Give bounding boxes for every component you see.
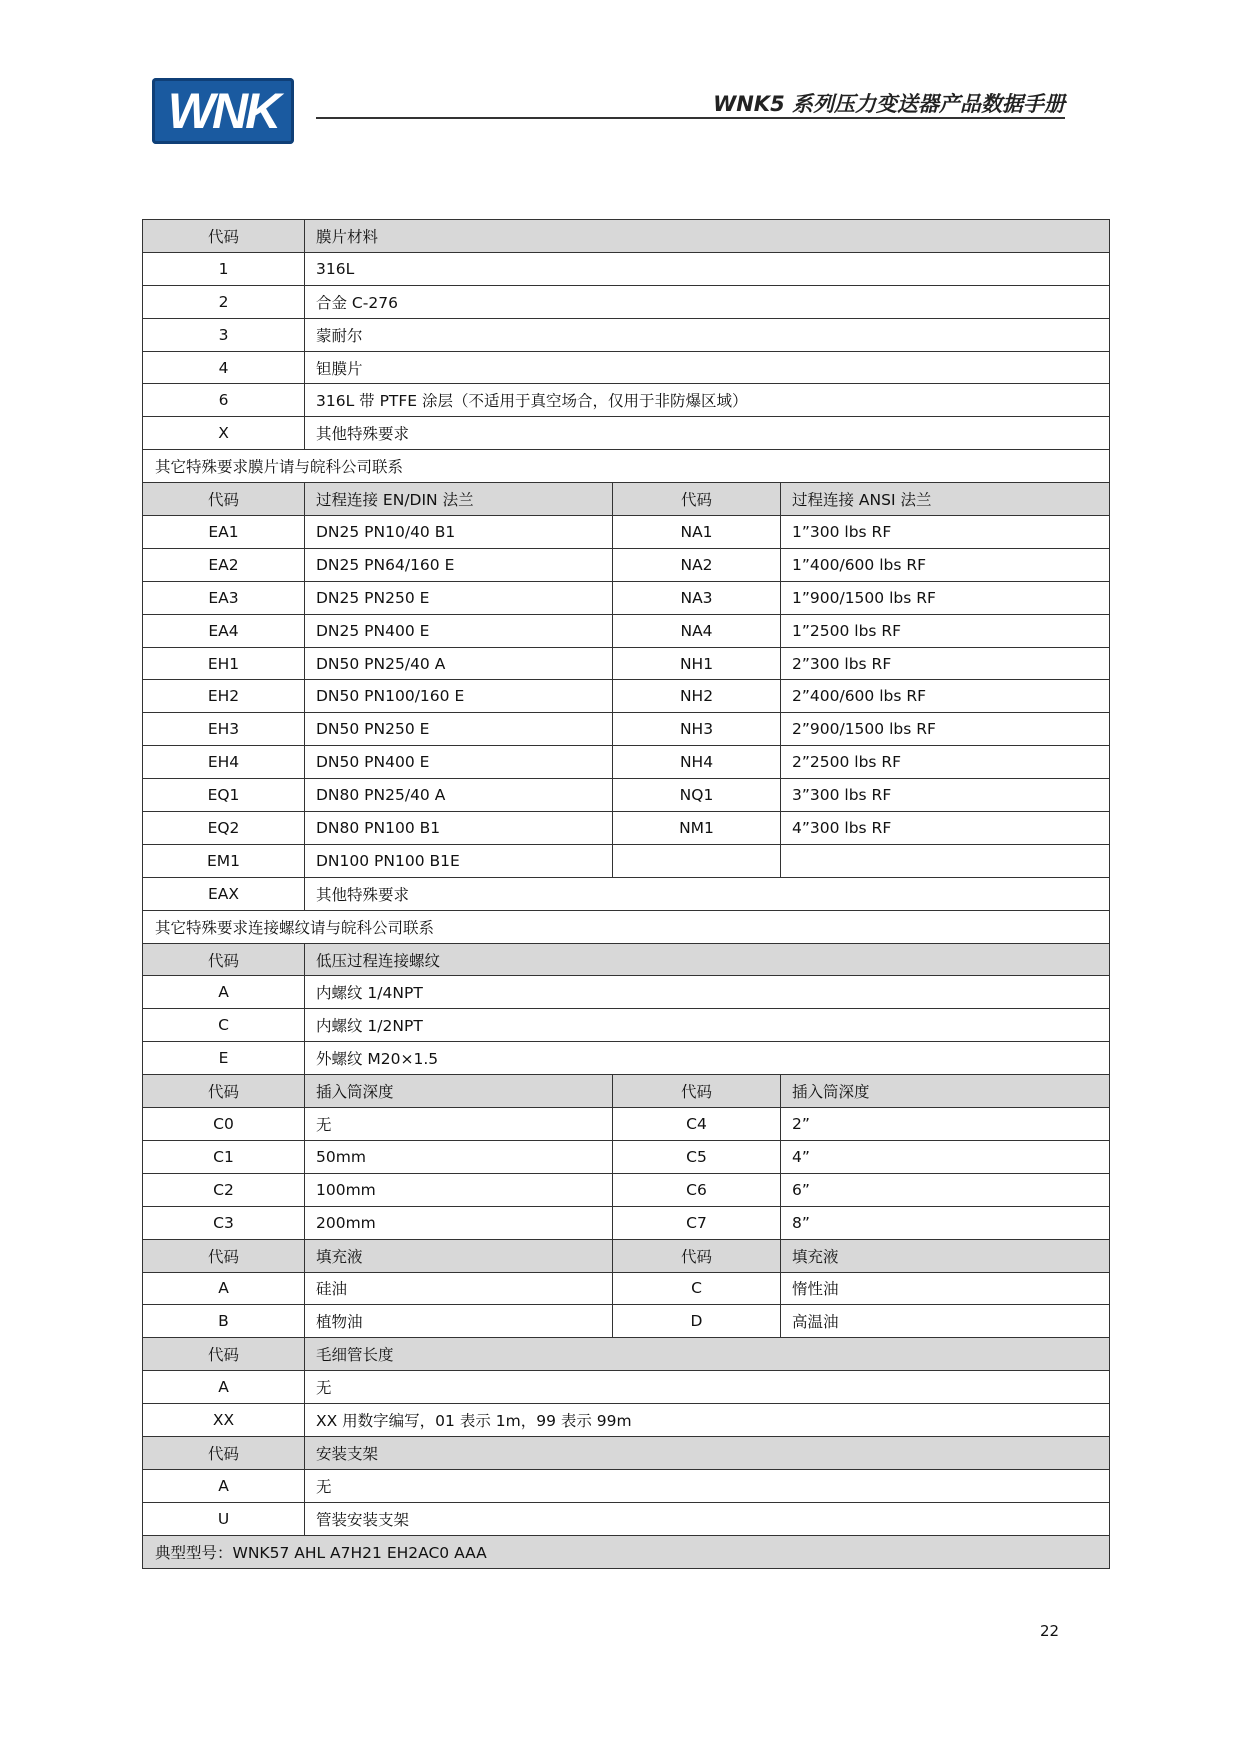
table-row bbox=[143, 318, 1110, 351]
table-row bbox=[143, 1305, 1110, 1338]
code-cell: D bbox=[613, 1305, 781, 1338]
table-row bbox=[143, 1371, 1110, 1404]
typical-model: 典型型号：WNK57 AHL A7H21 EH2AC0 AAA bbox=[143, 1535, 1110, 1568]
value-cell: DN25 PN10/40 B1 bbox=[305, 516, 613, 549]
value-cell: DN25 PN400 E bbox=[305, 614, 613, 647]
capillary-header-row bbox=[143, 1338, 1110, 1371]
value-cell: DN50 PN400 E bbox=[305, 746, 613, 779]
code-cell: A bbox=[143, 1272, 305, 1305]
code-cell: C6 bbox=[613, 1173, 781, 1206]
value-cell: DN50 PN100/160 E bbox=[305, 680, 613, 713]
value-cell: 高温油 bbox=[781, 1305, 1110, 1338]
code-cell: C7 bbox=[613, 1206, 781, 1239]
note-row bbox=[143, 450, 1110, 483]
value-cell: 50mm bbox=[305, 1140, 613, 1173]
value-cell: 200mm bbox=[305, 1206, 613, 1239]
value-cell: 其他特殊要求 bbox=[305, 877, 1110, 910]
value-cell: 无 bbox=[305, 1469, 1110, 1502]
value-cell: 4”300 lbs RF bbox=[781, 812, 1110, 845]
table-row bbox=[143, 351, 1110, 384]
code-cell: NQ1 bbox=[613, 779, 781, 812]
value-cell: DN80 PN25/40 A bbox=[305, 779, 613, 812]
code-cell: U bbox=[143, 1502, 305, 1535]
code-cell: C2 bbox=[143, 1173, 305, 1206]
table-row bbox=[143, 844, 1110, 877]
code-cell: X bbox=[143, 417, 305, 450]
depth-header-row bbox=[143, 1075, 1110, 1108]
value-cell: XX 用数字编写，01 表示 1m，99 表示 99m bbox=[305, 1404, 1110, 1437]
table-row bbox=[143, 1502, 1110, 1535]
table-row bbox=[143, 877, 1110, 910]
en-din-header: 过程连接 EN/DIN 法兰 bbox=[305, 483, 613, 516]
value-cell: 惰性油 bbox=[781, 1272, 1110, 1305]
code-cell: XX bbox=[143, 1404, 305, 1437]
ansi-header: 过程连接 ANSI 法兰 bbox=[781, 483, 1110, 516]
table-row bbox=[143, 779, 1110, 812]
code-cell: EH2 bbox=[143, 680, 305, 713]
value-cell: 1”300 lbs RF bbox=[781, 516, 1110, 549]
table-row bbox=[143, 1009, 1110, 1042]
value-cell: 内螺纹 1/2NPT bbox=[305, 1009, 1110, 1042]
spec-table bbox=[142, 219, 1110, 1569]
table-row bbox=[143, 1469, 1110, 1502]
code-header: 代码 bbox=[143, 1436, 305, 1469]
code-cell: C bbox=[143, 1009, 305, 1042]
diaphragm-header: 膜片材料 bbox=[305, 220, 1110, 253]
value-cell: 外螺纹 M20×1.5 bbox=[305, 1042, 1110, 1075]
code-cell: EA2 bbox=[143, 548, 305, 581]
code-cell: EM1 bbox=[143, 844, 305, 877]
code-cell: C4 bbox=[613, 1108, 781, 1141]
code-cell: NM1 bbox=[613, 812, 781, 845]
value-cell: 2”300 lbs RF bbox=[781, 647, 1110, 680]
value-cell: 2”400/600 lbs RF bbox=[781, 680, 1110, 713]
value-cell: DN25 PN64/160 E bbox=[305, 548, 613, 581]
bracket-header-row bbox=[143, 1436, 1110, 1469]
code-cell: NA2 bbox=[613, 548, 781, 581]
table-row bbox=[143, 285, 1110, 318]
value-cell: 2” bbox=[781, 1108, 1110, 1141]
value-cell: 8” bbox=[781, 1206, 1110, 1239]
bracket-header: 安装支架 bbox=[305, 1436, 1110, 1469]
thread-header: 低压过程连接螺纹 bbox=[305, 943, 1110, 976]
value-cell: 植物油 bbox=[305, 1305, 613, 1338]
fill-header: 填充液 bbox=[305, 1239, 613, 1272]
code-cell: EH4 bbox=[143, 746, 305, 779]
value-cell: DN50 PN250 E bbox=[305, 713, 613, 746]
table-row bbox=[143, 384, 1110, 417]
value-cell: 1”400/600 lbs RF bbox=[781, 548, 1110, 581]
code-cell: E bbox=[143, 1042, 305, 1075]
code-cell: EQ2 bbox=[143, 812, 305, 845]
document-title: WNK5 系列压力变送器产品数据手册 bbox=[713, 92, 1065, 116]
capillary-header: 毛细管长度 bbox=[305, 1338, 1110, 1371]
value-cell: DN80 PN100 B1 bbox=[305, 812, 613, 845]
table-row bbox=[143, 1173, 1110, 1206]
code-cell: A bbox=[143, 1371, 305, 1404]
code-header: 代码 bbox=[143, 1239, 305, 1272]
value-cell: 蒙耐尔 bbox=[305, 318, 1110, 351]
value-cell: 4” bbox=[781, 1140, 1110, 1173]
code-cell: C1 bbox=[143, 1140, 305, 1173]
svg-text:WNK: WNK bbox=[167, 83, 279, 139]
header-divider bbox=[316, 117, 1065, 119]
value-cell: 2”900/1500 lbs RF bbox=[781, 713, 1110, 746]
thread-header-row bbox=[143, 943, 1110, 976]
code-cell: NH1 bbox=[613, 647, 781, 680]
value-cell: 2”2500 lbs RF bbox=[781, 746, 1110, 779]
code-cell: EA4 bbox=[143, 614, 305, 647]
value-cell: 合金 C-276 bbox=[305, 285, 1110, 318]
code-cell: EH3 bbox=[143, 713, 305, 746]
code-cell: 1 bbox=[143, 252, 305, 285]
code-cell: NH4 bbox=[613, 746, 781, 779]
table-row bbox=[143, 1272, 1110, 1305]
value-cell: 100mm bbox=[305, 1173, 613, 1206]
value-cell: 管装安装支架 bbox=[305, 1502, 1110, 1535]
connection-header-row bbox=[143, 483, 1110, 516]
empty-cell bbox=[781, 844, 1110, 877]
code-cell: B bbox=[143, 1305, 305, 1338]
table-row bbox=[143, 746, 1110, 779]
note-row bbox=[143, 910, 1110, 943]
code-cell: 6 bbox=[143, 384, 305, 417]
value-cell: 钽膜片 bbox=[305, 351, 1110, 384]
code-cell: NA4 bbox=[613, 614, 781, 647]
table-row bbox=[143, 713, 1110, 746]
value-cell: DN50 PN25/40 A bbox=[305, 647, 613, 680]
code-header: 代码 bbox=[613, 483, 781, 516]
depth-header: 插入筒深度 bbox=[305, 1075, 613, 1108]
wnk-logo bbox=[152, 78, 294, 144]
table-row bbox=[143, 1404, 1110, 1437]
value-cell: 6” bbox=[781, 1173, 1110, 1206]
value-cell: 其他特殊要求 bbox=[305, 417, 1110, 450]
table-row bbox=[143, 1042, 1110, 1075]
value-cell: 1”2500 lbs RF bbox=[781, 614, 1110, 647]
code-cell: 4 bbox=[143, 351, 305, 384]
value-cell: 316L 带 PTFE 涂层（不适用于真空场合，仅用于非防爆区域） bbox=[305, 384, 1110, 417]
table-row bbox=[143, 1206, 1110, 1239]
code-header: 代码 bbox=[143, 483, 305, 516]
value-cell: 硅油 bbox=[305, 1272, 613, 1305]
code-cell: EQ1 bbox=[143, 779, 305, 812]
code-header: 代码 bbox=[613, 1075, 781, 1108]
diaphragm-header-row bbox=[143, 220, 1110, 253]
value-cell: 316L bbox=[305, 252, 1110, 285]
table-row bbox=[143, 548, 1110, 581]
code-cell: C0 bbox=[143, 1108, 305, 1141]
value-cell: 1”900/1500 lbs RF bbox=[781, 581, 1110, 614]
code-header: 代码 bbox=[143, 1075, 305, 1108]
table-row bbox=[143, 516, 1110, 549]
code-cell: NH3 bbox=[613, 713, 781, 746]
fill-header-row bbox=[143, 1239, 1110, 1272]
code-cell: 2 bbox=[143, 285, 305, 318]
value-cell: 3”300 lbs RF bbox=[781, 779, 1110, 812]
value-cell: DN25 PN250 E bbox=[305, 581, 613, 614]
value-cell: 无 bbox=[305, 1108, 613, 1141]
value-cell: DN100 PN100 B1E bbox=[305, 844, 613, 877]
code-cell: A bbox=[143, 1469, 305, 1502]
code-cell: C5 bbox=[613, 1140, 781, 1173]
diaphragm-note: 其它特殊要求膜片请与皖科公司联系 bbox=[143, 450, 1110, 483]
code-header: 代码 bbox=[143, 220, 305, 253]
fill-header: 填充液 bbox=[781, 1239, 1110, 1272]
table-row bbox=[143, 1108, 1110, 1141]
table-row bbox=[143, 1140, 1110, 1173]
value-cell: 内螺纹 1/4NPT bbox=[305, 976, 1110, 1009]
code-cell: 3 bbox=[143, 318, 305, 351]
code-cell: NH2 bbox=[613, 680, 781, 713]
code-cell: NA1 bbox=[613, 516, 781, 549]
table-row bbox=[143, 614, 1110, 647]
code-cell: EA3 bbox=[143, 581, 305, 614]
empty-cell bbox=[613, 844, 781, 877]
table-row bbox=[143, 581, 1110, 614]
value-cell: 无 bbox=[305, 1371, 1110, 1404]
table-row bbox=[143, 812, 1110, 845]
table-row bbox=[143, 252, 1110, 285]
typical-model-row bbox=[143, 1535, 1110, 1568]
table-row bbox=[143, 417, 1110, 450]
code-cell: EH1 bbox=[143, 647, 305, 680]
code-cell: NA3 bbox=[613, 581, 781, 614]
table-row bbox=[143, 647, 1110, 680]
code-cell: EA1 bbox=[143, 516, 305, 549]
code-cell: EAX bbox=[143, 877, 305, 910]
depth-header: 插入筒深度 bbox=[781, 1075, 1110, 1108]
code-header: 代码 bbox=[143, 943, 305, 976]
code-cell: A bbox=[143, 976, 305, 1009]
table-row bbox=[143, 680, 1110, 713]
code-header: 代码 bbox=[613, 1239, 781, 1272]
page-number: 22 bbox=[1040, 1622, 1060, 1640]
code-header: 代码 bbox=[143, 1338, 305, 1371]
code-cell: C3 bbox=[143, 1206, 305, 1239]
code-cell: C bbox=[613, 1272, 781, 1305]
table-row bbox=[143, 976, 1110, 1009]
connection-note: 其它特殊要求连接螺纹请与皖科公司联系 bbox=[143, 910, 1110, 943]
